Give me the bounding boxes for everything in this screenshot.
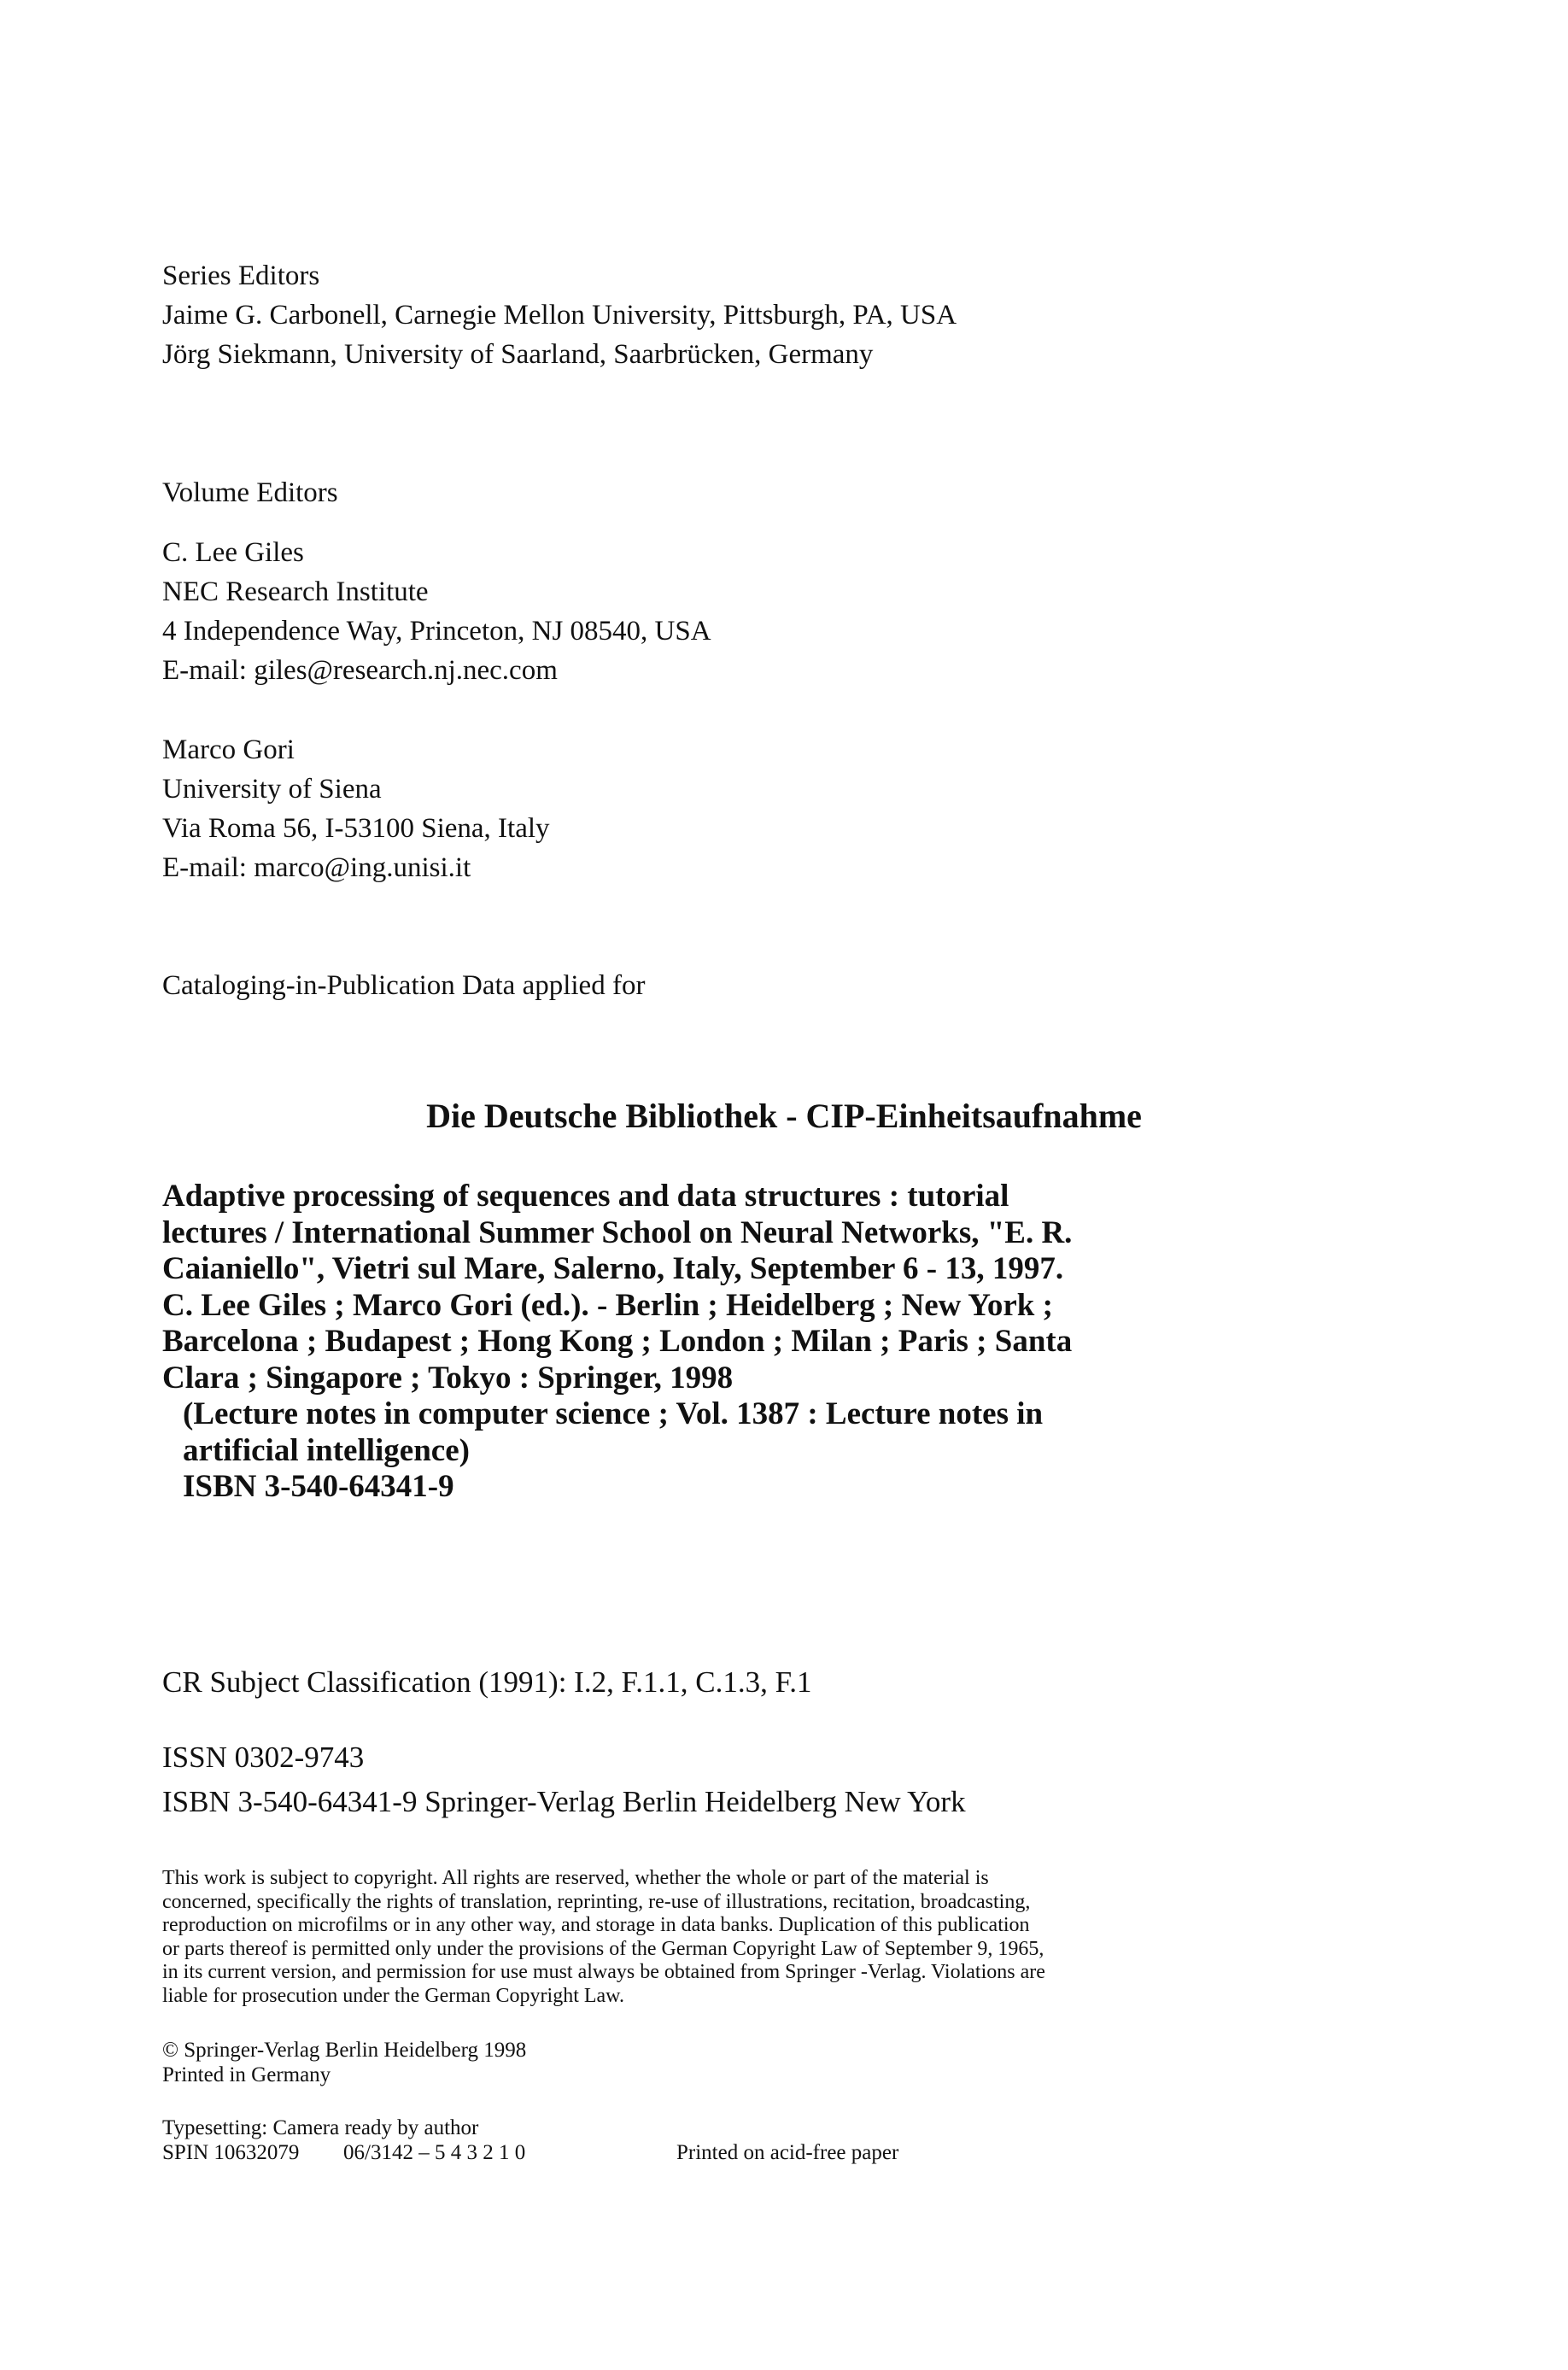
cip-record-line: Barcelona ; Budapest ; Hong Kong ; London ; Milan ; Paris ; Santa [162,1324,1073,1359]
cip-isbn-line: ISBN 3-540-64341-9 [183,1469,454,1504]
copyright-block [162,2038,526,2087]
copyright-notice-line: reproduction on microfilms or in any other way, and storage in data banks. Duplication of this publication [162,1914,1030,1936]
cip-record-line: Adaptive processing of sequences and data structures : tutorial [162,1179,1009,1214]
cip-record-line: Clara ; Singapore ; Tokyo : Springer, 1998 [162,1360,734,1396]
cip-heading: Die Deutsche Bibliothek - CIP-Einheitsaufnahme [426,1097,1142,1135]
print-code: 06/3142 – 5 4 3 2 1 0 [343,2141,526,2164]
editor-affiliation: NEC Research Institute [162,576,429,607]
series-editor-line: Jaime G. Carbonell, Carnegie Mellon University, Pittsburgh, PA, USA [162,300,957,331]
typesetting-note: Typesetting: Camera ready by author [162,2116,479,2139]
volume-editors-heading-block [162,473,338,512]
cip-record-line: Caianiello", Vietri sul Mare, Salerno, Italy, September 6 - 13, 1997. [162,1251,1064,1286]
series-editor-line: Jörg Siekmann, University of Saarland, Saarbrücken, Germany [162,339,874,370]
copyright-notice-line: concerned, specifically the rights of translation, reprinting, re-use of illustrations, recitation, broadcasting, [162,1890,1031,1913]
series-editors-heading: Series Editors [162,260,320,291]
issn: ISSN 0302-9743 [162,1741,365,1774]
editor-name: C. Lee Giles [162,537,304,568]
copyright-notice-line: This work is subject to copyright. All rights are reserved, whether the whole or part of the material is [162,1867,989,1889]
subject-classification: CR Subject Classification (1991): I.2, F.1.1, C.1.3, F.1 [162,1665,812,1699]
isbn: ISBN 3-540-64341-9 Springer-Verlag Berlin Heidelberg New York [162,1785,966,1818]
copyright-notice-line: or parts thereof is permitted only under the provisions of the German Copyright Law of September 9, 1965, [162,1937,1044,1960]
editor-address: Via Roma 56, I-53100 Siena, Italy [162,813,550,844]
printed-in: Printed in Germany [162,2063,331,2086]
series-editors-section [162,256,957,374]
editor-name: Marco Gori [162,734,295,765]
cip-series-line: artificial intelligence) [183,1432,470,1468]
spin-number: SPIN 10632079 [162,2141,300,2164]
cip-series-line: (Lecture notes in computer science ; Vol. 1387 : Lecture notes in [183,1396,1044,1431]
cip-record-line: lectures / International Summer School on Neural Networks, "E. R. [162,1214,1073,1250]
cataloging-note: Cataloging-in-Publication Data applied for [162,970,646,1001]
copyright-notice-line: in its current version, and permission for use must always be obtained from Springer -Verlag. Violations are [162,1961,1045,1983]
editor-address: 4 Independence Way, Princeton, NJ 08540, USA [162,616,711,647]
copyright-notice-line: liable for prosecution under the German Copyright Law. [162,1984,624,2007]
copyright-line: © Springer-Verlag Berlin Heidelberg 1998 [162,2039,527,2062]
volume-editor-2 [162,730,550,887]
issn-isbn-block [162,1735,966,1824]
classification-block [162,1660,812,1705]
editor-email: E-mail: giles@research.nj.nec.com [162,655,558,686]
paper-note: Printed on acid-free paper [676,2141,899,2164]
cip-record [162,1179,1255,1506]
spin-row [162,2140,898,2165]
cataloging-note-block [162,966,645,1005]
production-block [162,2115,898,2165]
editor-email: E-mail: marco@ing.unisi.it [162,852,471,883]
volume-editor-1 [162,533,711,690]
editor-affiliation: University of Siena [162,774,382,805]
cip-record-line: C. Lee Giles ; Marco Gori (ed.). - Berlin ; Heidelberg ; New York ; [162,1287,1053,1323]
volume-editors-heading: Volume Editors [162,477,338,508]
copyright-notice [162,1867,1045,2008]
